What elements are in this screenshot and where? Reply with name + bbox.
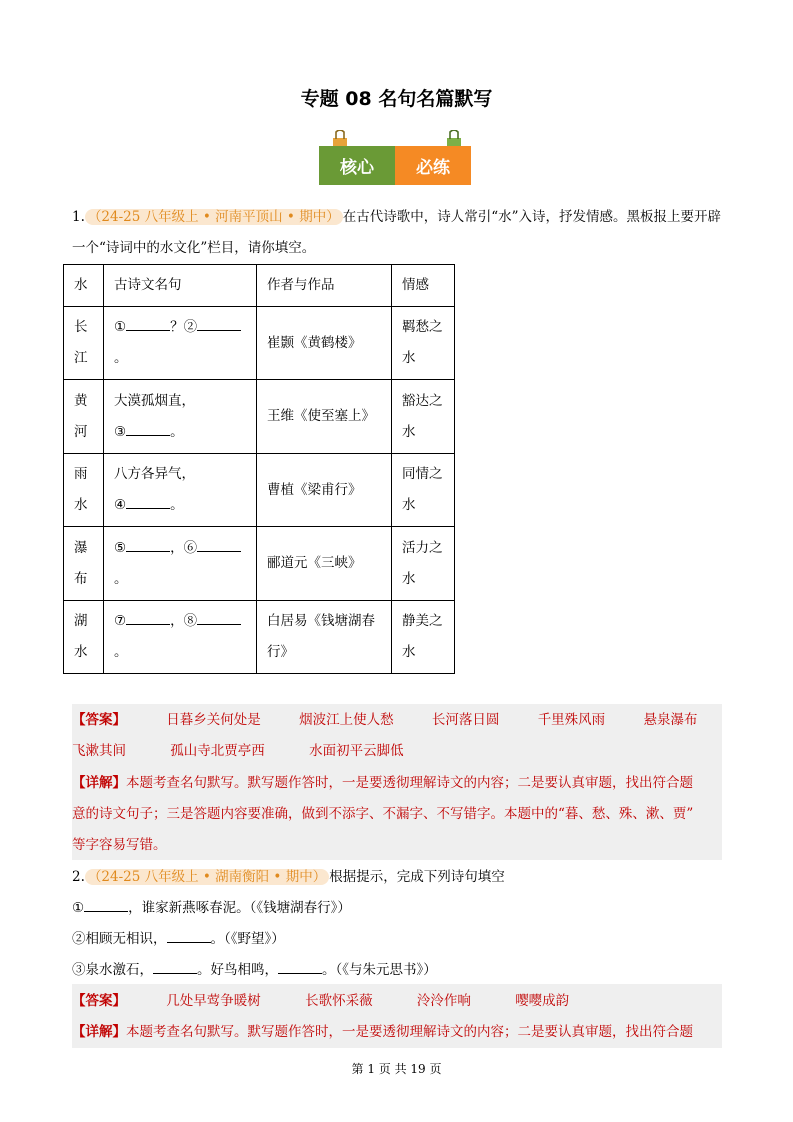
- blank-7[interactable]: [126, 611, 170, 625]
- table-row: 黄 河 大漠孤烟直， ③ 。 王维《使至塞上》 豁达之 水: [64, 380, 455, 454]
- core-practice-banner: [319, 130, 473, 188]
- table-header: 古诗文名句: [104, 265, 257, 307]
- answer-item: 长河落日圆: [431, 712, 500, 728]
- q1-intro: [72, 207, 721, 227]
- table-row: 瀑 布 ⑤ ，⑥。 郦道元《三峡》 活力之 水: [64, 527, 455, 601]
- q2-item-1: ① ，谁家新燕啄春泥。（《钱塘湖春行》）: [72, 900, 351, 916]
- table-row: 湖 水 ⑦ ，⑧。 白居易《钱塘湖春 行》 静美之 水: [64, 601, 455, 674]
- answer-item: 嘤嘤成韵: [515, 993, 570, 1009]
- table-header: 作者与作品: [257, 265, 392, 307]
- blank-q2-3[interactable]: [153, 960, 197, 974]
- table-row: 雨 水 八方各异气， ④ 。 曹植《梁甫行》 同情之 水: [64, 454, 455, 527]
- answer-item: 烟波江上使人愁: [299, 712, 394, 728]
- answer-item: 飞漱其间: [72, 743, 126, 759]
- answer-item: 日暮乡关何处是: [166, 712, 261, 728]
- q2-answer-line: 【答案】 几处早莺争暖树 长歌怀采薇 泠泠作响 嘤嘤成韵: [72, 993, 570, 1009]
- table-row: 长 江 ① ？②。 崔颢《黄鹤楼》 羁愁之 水: [64, 307, 455, 380]
- page-footer: 第 1 页 共 19 页: [351, 1062, 442, 1076]
- blank-2[interactable]: [197, 317, 241, 331]
- blank-q2-1[interactable]: [84, 898, 128, 912]
- answer-item: 泠泠作响: [416, 993, 471, 1009]
- q1-answer-line-1: 【答案】 日暮乡关何处是 烟波江上使人愁 长河落日圆 千里殊风雨 悬泉瀑布: [72, 712, 698, 728]
- blank-5[interactable]: [126, 538, 170, 552]
- blank-q2-4[interactable]: [278, 960, 322, 974]
- table-header: 水: [64, 265, 104, 307]
- q1-detail-3: 等字容易写错。: [72, 837, 167, 853]
- answer-item: 几处早莺争暖树: [166, 993, 261, 1009]
- q2-detail-1: 【详解】本题考查名句默写。默写题作答时，一是要透彻理解诗文的内容；二是要认真审题，找出符合题: [72, 1024, 693, 1040]
- water-culture-table: [63, 264, 455, 674]
- table-header: 情感: [392, 265, 455, 307]
- q1-text: 在古代诗歌中，诗人常引“水”入诗，抒发情感。黑板报上要开辟: [342, 209, 722, 225]
- banner-core: 核心: [319, 146, 395, 185]
- blank-4[interactable]: [126, 495, 170, 509]
- banner-practice: 必练: [395, 146, 471, 185]
- blank-q2-2[interactable]: [167, 929, 211, 943]
- q1-answer-line-2: [72, 741, 404, 761]
- q1-detail-2: 意的诗文句子；三是答题内容要准确，做到不添字、不漏字、不写错字。本题中的“暮、愁、殊、漱、贾”: [72, 806, 694, 822]
- q1-intro-2: 一个“诗词中的水文化”栏目，请你填空。: [72, 240, 316, 256]
- q1-source-tag: （24-25 八年级上 • 河南平顶山 • 期中）: [85, 209, 343, 225]
- q2-item-2: ②相顾无相识， 。（《野望》）: [72, 931, 285, 947]
- q2-source-tag: （24-25 八年级上 • 湖南衡阳 • 期中）: [85, 869, 329, 885]
- blank-8[interactable]: [197, 611, 241, 625]
- q2-item-3: ③泉水激石， 。好鸟相鸣， 。（《与朱元思书》）: [72, 962, 437, 978]
- answer-item: 水面初平云脚低: [309, 743, 404, 759]
- q1-number: 1.: [72, 209, 85, 225]
- answer-item: 悬泉瀑布: [643, 712, 698, 728]
- blank-1[interactable]: [126, 317, 170, 331]
- blank-3[interactable]: [126, 422, 170, 436]
- blank-6[interactable]: [197, 538, 241, 552]
- q1-detail-1: 【详解】本题考查名句默写。默写题作答时，一是要透彻理解诗文的内容；二是要认真审题，找出符合题: [72, 775, 693, 791]
- page-title: 专题 08 名句名篇默写: [300, 88, 493, 110]
- answer-item: 孤山寺北贾亭西: [170, 743, 265, 759]
- q2-intro: 2. （24-25 八年级上 • 湖南衡阳 • 期中） 根据提示，完成下列诗句填空: [72, 869, 505, 885]
- answer-item: 千里殊风雨: [537, 712, 606, 728]
- answer-item: 长歌怀采薇: [305, 993, 373, 1009]
